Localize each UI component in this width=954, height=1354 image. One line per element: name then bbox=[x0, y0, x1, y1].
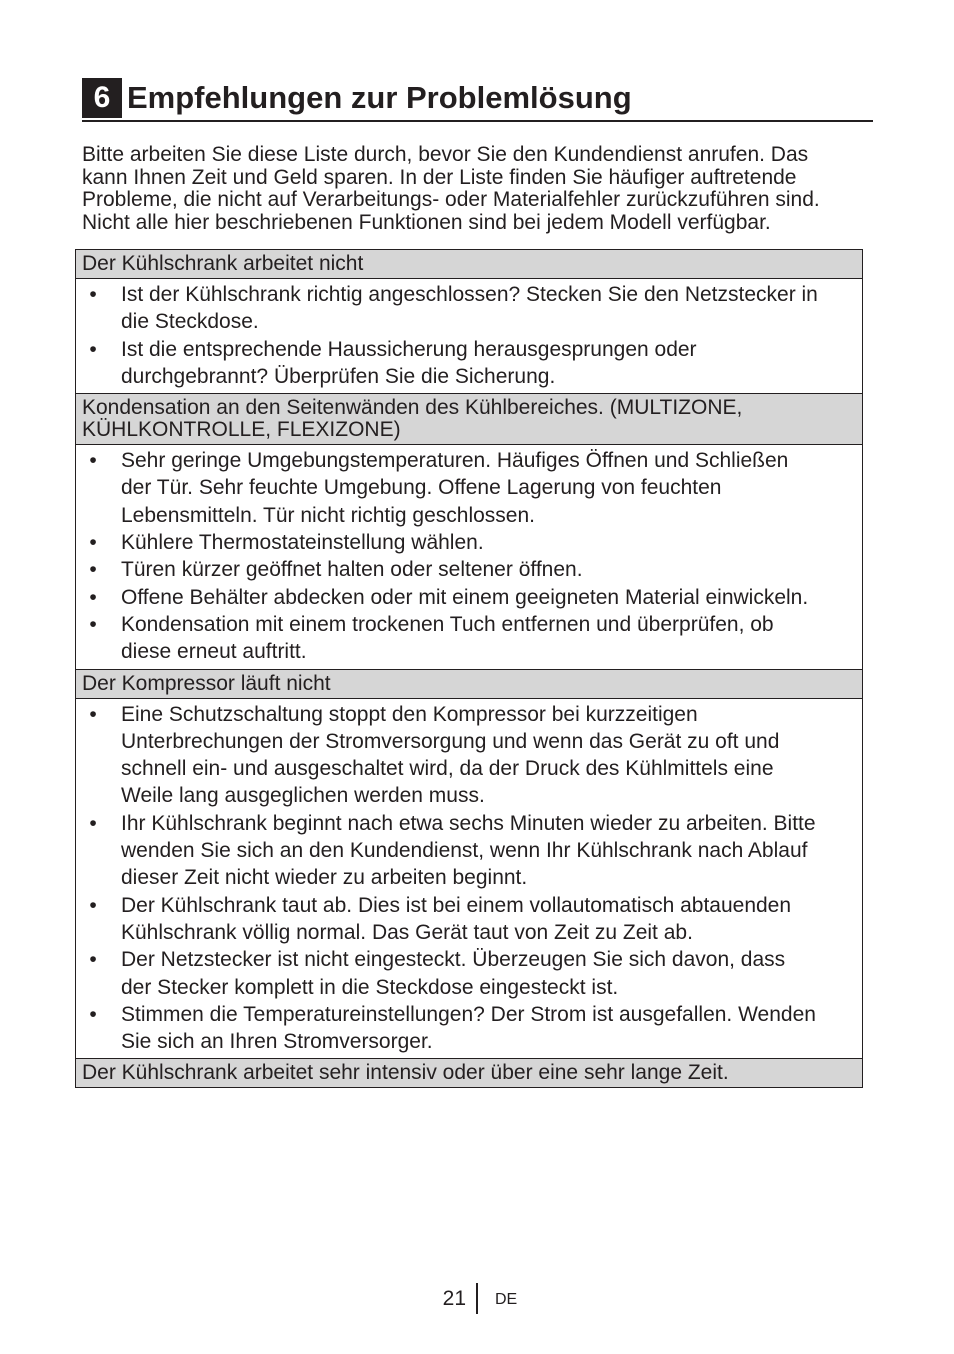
remedy-line: Stimmen die Temperatureinstellungen? Der Strom ist ausgefallen. Wenden bbox=[121, 1002, 816, 1026]
bullet-icon: • bbox=[89, 811, 97, 835]
remedy-item bbox=[76, 584, 854, 611]
section-title: Empfehlungen zur Problemlösung bbox=[127, 80, 632, 115]
bullet-icon: • bbox=[89, 585, 97, 609]
section-heading bbox=[82, 78, 873, 122]
bullet-icon: • bbox=[89, 612, 97, 636]
intro-line: Nicht alle hier beschriebenen Funktionen sind bei jedem Modell verfügbar. bbox=[82, 210, 771, 234]
bullet-icon: • bbox=[89, 449, 97, 473]
intro-line: Bitte arbeiten Sie diese Liste durch, bevor Sie den Kundendienst anrufen. Das bbox=[82, 143, 809, 166]
remedy-item bbox=[76, 556, 854, 583]
problem-header-line: Kondensation an den Seitenwänden des Kühlbereiches. (MULTIZONE, bbox=[82, 396, 743, 420]
problem-header-line: Der Kühlschrank arbeitet sehr intensiv oder über eine sehr lange Zeit. bbox=[82, 1061, 729, 1085]
page-number: 21 bbox=[442, 1287, 466, 1310]
remedy-item bbox=[76, 447, 854, 529]
remedy-line: Der Netzstecker ist nicht eingesteckt. Überzeugen Sie sich davon, dass bbox=[121, 948, 786, 972]
remedy-line: Kondensation mit einem trockenen Tuch entfernen und überprüfen, ob bbox=[121, 612, 774, 636]
remedy-line: Ihr Kühlschrank beginnt nach etwa sechs Minuten wieder zu arbeiten. Bitte bbox=[121, 811, 816, 835]
remedy-line: der Stecker komplett in die Steckdose eingesteckt ist. bbox=[121, 975, 619, 999]
remedy-line: Eine Schutzschaltung stoppt den Kompressor bei kurzzeitigen bbox=[121, 702, 698, 726]
remedy-item bbox=[76, 529, 854, 556]
bullet-icon: • bbox=[89, 531, 97, 555]
intro-paragraph bbox=[82, 144, 872, 234]
problem-header-line: Der Kompressor läuft nicht bbox=[82, 671, 331, 695]
remedy-line: Lebensmitteln. Tür nicht richtig geschlossen. bbox=[121, 503, 535, 527]
bullet-icon: • bbox=[89, 893, 97, 917]
remedy-line: Türen kürzer geöffnet halten oder seltener öffnen. bbox=[121, 558, 583, 582]
bullet-icon: • bbox=[89, 1002, 97, 1026]
remedy-item bbox=[76, 611, 854, 666]
remedy-line: schnell ein- und ausgeschaltet wird, da der Druck des Kühlmittels eine bbox=[121, 757, 774, 781]
problem-header bbox=[76, 1059, 862, 1087]
remedy-item bbox=[76, 946, 854, 1001]
remedy-list bbox=[76, 279, 862, 394]
troubleshooting-table bbox=[75, 249, 863, 1088]
remedy-item bbox=[76, 892, 854, 947]
remedy-line: diese erneut auftritt. bbox=[121, 640, 307, 664]
problem-header-line: KÜHLKONTROLLE, FLEXIZONE) bbox=[82, 418, 401, 442]
page-footer bbox=[0, 1283, 954, 1315]
bullet-icon: • bbox=[89, 702, 97, 726]
remedy-line: Weile lang ausgeglichen werden muss. bbox=[121, 784, 485, 808]
remedy-line: Kühlschrank völlig normal. Das Gerät taut von Zeit zu Zeit ab. bbox=[121, 920, 693, 944]
bullet-icon: • bbox=[89, 558, 97, 582]
remedy-item bbox=[76, 281, 854, 336]
remedy-line: durchgebrannt? Überprüfen Sie die Sicherung. bbox=[121, 364, 556, 388]
remedy-line: Ist die entsprechende Haussicherung herausgesprungen oder bbox=[121, 337, 697, 361]
problem-header-line: Der Kühlschrank arbeitet nicht bbox=[82, 252, 364, 275]
remedy-line: Der Kühlschrank taut ab. Dies ist bei einem vollautomatisch abtauenden bbox=[121, 893, 792, 917]
remedy-line: der Tür. Sehr feuchte Umgebung. Offene Lagerung von feuchten bbox=[121, 476, 722, 500]
remedy-item bbox=[76, 810, 854, 892]
language-code: DE bbox=[495, 1291, 518, 1308]
problem-header bbox=[76, 670, 862, 699]
remedy-item bbox=[76, 701, 854, 810]
problem-header bbox=[76, 250, 862, 279]
remedy-line: wenden Sie sich an den Kundendienst, wenn Ihr Kühlschrank nach Ablauf bbox=[121, 839, 808, 863]
remedy-list bbox=[76, 699, 862, 1060]
remedy-item bbox=[76, 1001, 854, 1056]
bullet-icon: • bbox=[89, 337, 97, 361]
remedy-line: Unterbrechungen der Stromversorgung und wenn das Gerät zu oft und bbox=[121, 729, 780, 753]
remedy-line: Sie sich an Ihren Stromversorger. bbox=[121, 1030, 433, 1054]
footer-divider bbox=[476, 1283, 478, 1314]
remedy-list bbox=[76, 445, 862, 669]
section-number: 6 bbox=[82, 78, 122, 118]
intro-line: Probleme, die nicht auf Verarbeitungs- oder Materialfehler zurückzuführen sind. bbox=[82, 188, 820, 211]
bullet-icon: • bbox=[89, 948, 97, 972]
remedy-item bbox=[76, 336, 854, 391]
remedy-line: Kühlere Thermostateinstellung wählen. bbox=[121, 531, 484, 555]
problem-header bbox=[76, 394, 862, 445]
bullet-icon: • bbox=[89, 283, 97, 306]
remedy-line: Sehr geringe Umgebungstemperaturen. Häufiges Öffnen und Schließen bbox=[121, 449, 789, 473]
remedy-line: Ist der Kühlschrank richtig angeschlossen? Stecken Sie den Netzstecker in bbox=[121, 283, 818, 306]
remedy-line: Offene Behälter abdecken oder mit einem geeigneten Material einwickeln. bbox=[121, 585, 809, 609]
intro-line: kann Ihnen Zeit und Geld sparen. In der Liste finden Sie häufiger auftretende bbox=[82, 165, 797, 189]
remedy-line: die Steckdose. bbox=[121, 310, 259, 334]
remedy-line: dieser Zeit nicht wieder zu arbeiten beginnt. bbox=[121, 866, 528, 890]
